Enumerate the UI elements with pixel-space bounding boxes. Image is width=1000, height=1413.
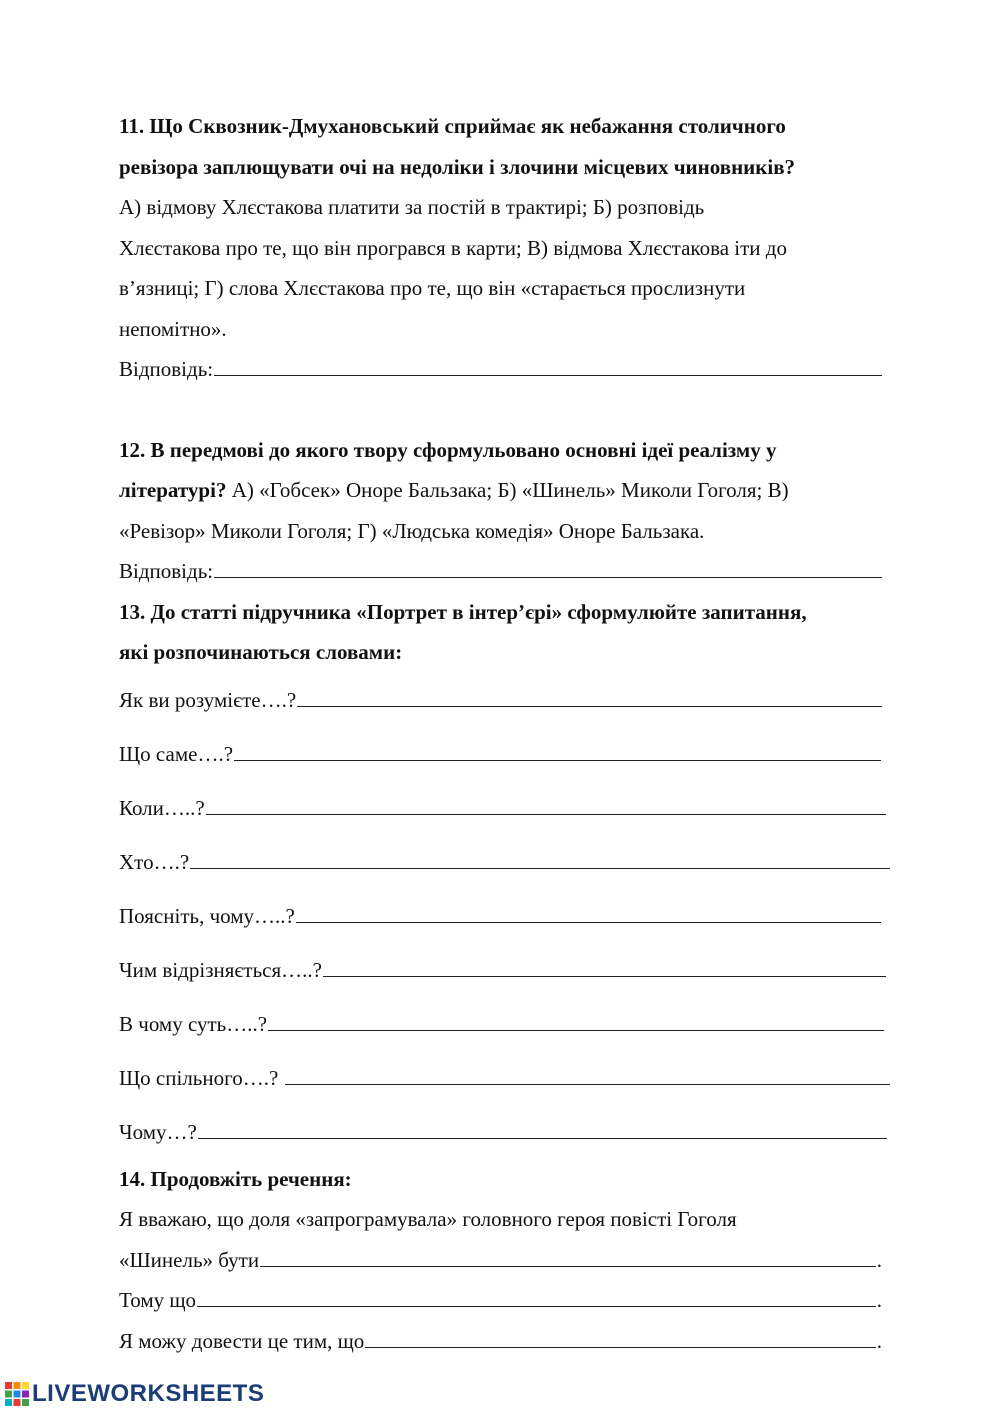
q14-sentence-field[interactable] — [260, 1242, 876, 1267]
q12-line-2-rest: А) «Гобсек» Оноре Бальзака; Б) «Шинель» Миколи Гоголя; В) — [226, 478, 789, 502]
q13-line-1: 13. До статті підручника «Портрет в інтер’єрі» сформулюйте запитання, — [119, 599, 807, 624]
q14-sentence-row — [119, 1280, 882, 1321]
q14-sentence-row — [119, 1321, 882, 1362]
q13-prompt-label: Коли…..? — [119, 795, 205, 820]
q12-answer-row — [119, 551, 882, 592]
q11-answer-row — [119, 349, 882, 390]
q13-prompt-row — [119, 781, 886, 835]
q11-line-5: в’язниці; Г) слова Хлєстакова про те, що він «старається прослизнути — [119, 276, 746, 300]
q12-line-1: 12. В передмові до якого твору сформульовано основні ідеї реалізму у — [119, 437, 777, 462]
q13-line-2: які розпочинаються словами: — [119, 640, 403, 664]
q13-prompt-row — [119, 1105, 887, 1159]
q13-prompt-label: Хто….? — [119, 849, 190, 874]
q11-line-1: 11. Що Сквозник-Дмухановський сприймає як небажання столичного — [119, 114, 786, 138]
q13-prompt-row — [119, 943, 886, 997]
q14-sentence-label: Я можу довести це тим, що — [119, 1328, 365, 1353]
q12-answer-field[interactable] — [214, 553, 882, 578]
q13-prompt-label: В чому суть…..? — [119, 1011, 268, 1036]
q13-prompt-field[interactable] — [268, 1006, 884, 1031]
q13-prompt-row — [119, 673, 882, 727]
q13-prompt-field[interactable] — [297, 682, 882, 707]
q13-prompt-field[interactable] — [296, 898, 881, 923]
q13-prompt-field[interactable] — [323, 952, 886, 977]
q12-line-2-bold: літературі? — [119, 478, 227, 502]
q13-prompt-row — [119, 889, 881, 943]
q14-sentence-field[interactable] — [197, 1282, 876, 1307]
q11-answer-field[interactable] — [214, 351, 882, 376]
q13-prompt-field[interactable] — [190, 844, 890, 869]
q13-prompt-field[interactable] — [198, 1114, 887, 1139]
q14-line-1: Я вважаю, що доля «запрограмувала» головного героя повісті Гоголя — [119, 1207, 737, 1231]
q13-prompt-label: Поясніть, чому…..? — [119, 903, 295, 928]
q12-line-2 — [119, 470, 894, 511]
q13-prompt-label: Що спільного….? — [119, 1065, 284, 1090]
liveworksheets-logo — [4, 1381, 264, 1407]
question-12 — [119, 430, 894, 592]
q13-prompt-label: Чим відрізняється…..? — [119, 957, 322, 982]
question-14 — [119, 1159, 894, 1362]
q12-line-3: «Ревізор» Миколи Гоголя; Г) «Людська комедія» Оноре Бальзака. — [119, 518, 705, 543]
q11-line-6: непомітно». — [119, 316, 227, 341]
question-11 — [119, 106, 894, 390]
q11-answer-label: Відповідь: — [119, 357, 214, 381]
logo-text: LIVEWORKSHEETS — [32, 1380, 265, 1407]
q14-title: 14. Продовжіть речення: — [119, 1166, 352, 1191]
q13-prompt-label: Як ви розумієте….? — [119, 687, 297, 712]
q13-prompt-row — [119, 1051, 890, 1105]
q14-end-dot: . — [876, 1288, 882, 1312]
q13-prompt-label: Чому…? — [119, 1119, 197, 1144]
q12-answer-label: Відповідь: — [119, 559, 214, 583]
q11-line-2: ревізора заплющувати очі на недоліки і злочини місцевих чиновників? — [119, 154, 796, 179]
q14-end-dot: . — [876, 1328, 882, 1353]
q11-line-4: Хлєстакова про те, що він програвся в карти; В) відмова Хлєстакова іти до — [119, 235, 787, 260]
question-13 — [119, 592, 894, 1159]
q13-prompt-field[interactable] — [206, 790, 886, 815]
worksheet-page — [119, 106, 894, 1361]
q13-prompt-row — [119, 727, 881, 781]
colored-cube-icon — [4, 1381, 30, 1407]
q13-prompt-label: Що саме….? — [119, 741, 234, 766]
q14-sentence-label: Тому що — [119, 1288, 197, 1312]
q13-prompt-row — [119, 835, 890, 889]
q13-prompt-row — [119, 997, 884, 1051]
q13-prompt-field[interactable] — [285, 1060, 890, 1085]
q11-line-3: А) відмову Хлєстакова платити за постій в трактирі; Б) розповідь — [119, 195, 705, 219]
q14-sentence-field[interactable] — [365, 1323, 875, 1348]
q14-sentence-row — [119, 1240, 882, 1281]
q14-end-dot: . — [876, 1247, 882, 1272]
q13-prompt-field[interactable] — [234, 736, 881, 761]
q14-sentence-label: «Шинель» бути — [119, 1247, 260, 1272]
